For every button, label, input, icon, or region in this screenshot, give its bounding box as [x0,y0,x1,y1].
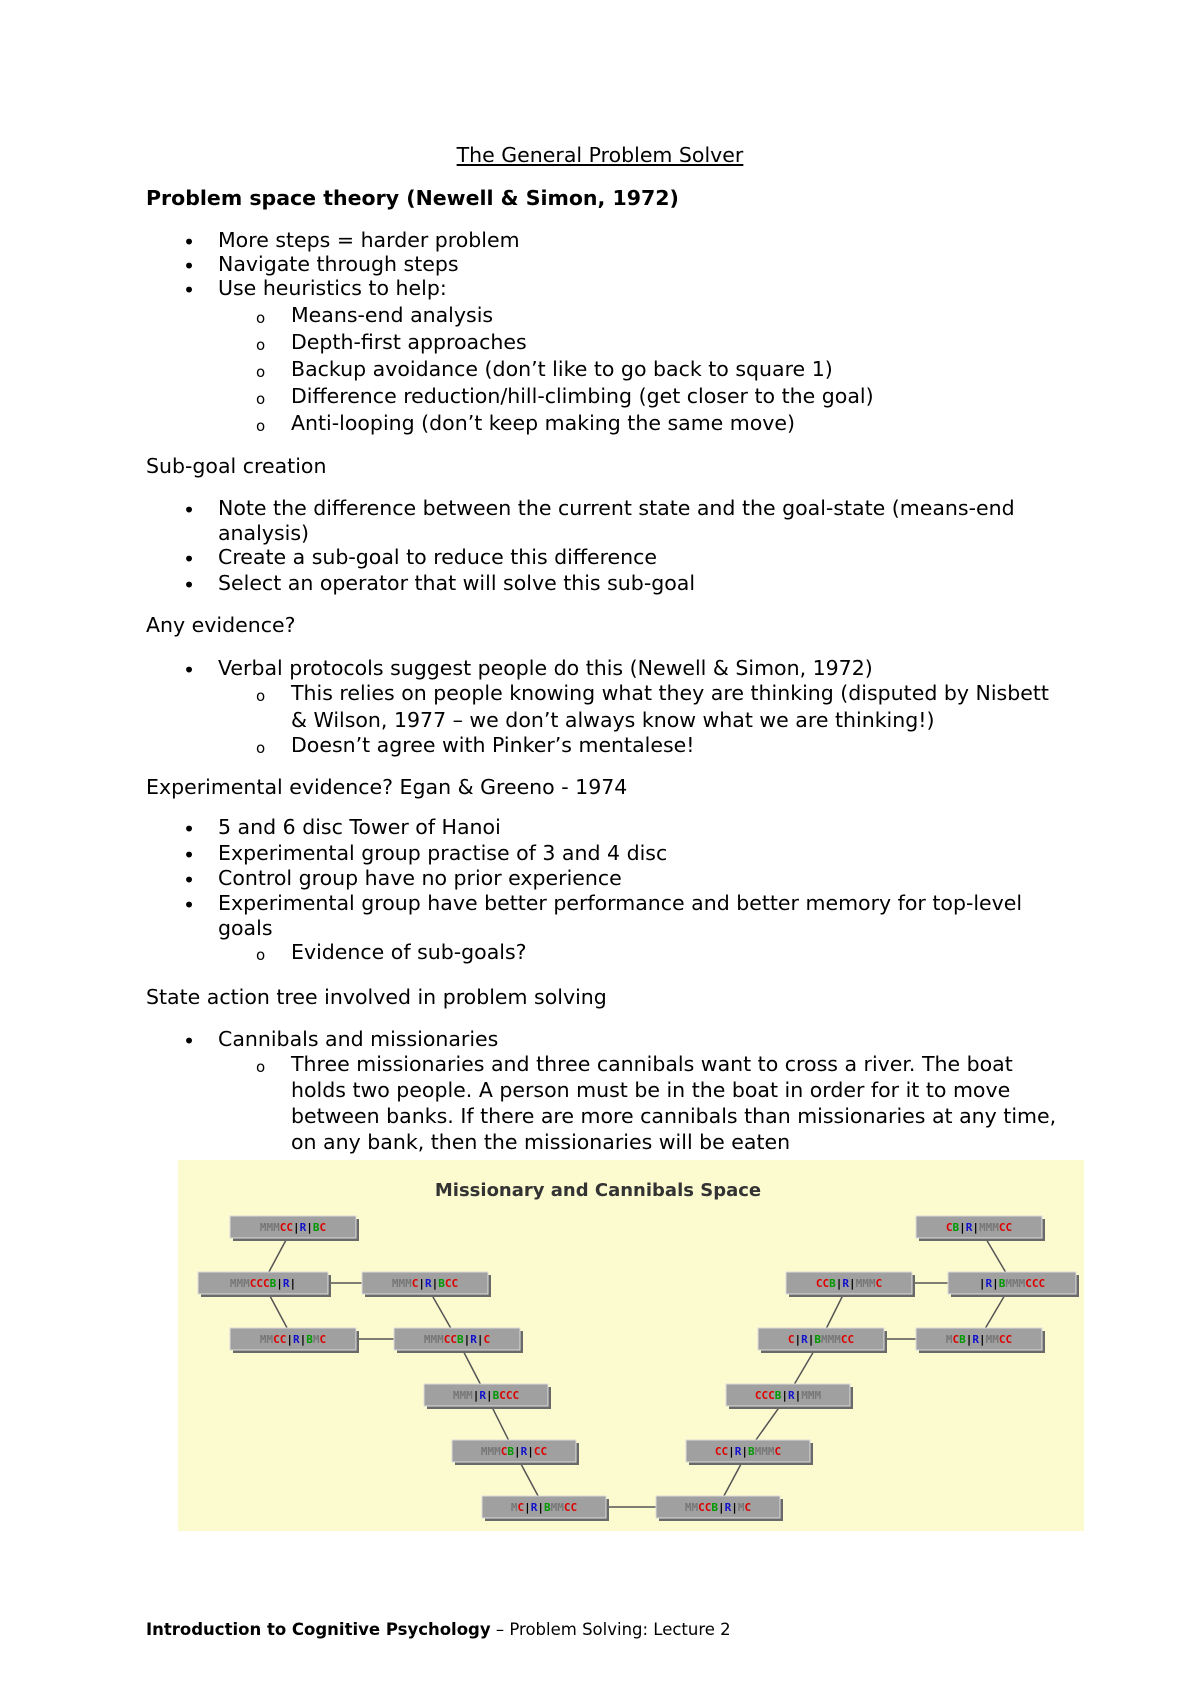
bullet-dot: • [183,278,196,302]
node-label: MMCCB|R|MC [684,1501,752,1514]
sub-list-item-continued: on any bank, then the missionaries will be eaten [291,1130,791,1154]
sub-bullet-marker: o [256,417,266,435]
state-node [916,1216,1045,1241]
state-space-graph [178,1160,1084,1531]
list-item: Select an operator that will solve this sub-goal [218,571,696,595]
sub-list-item-continued: & Wilson, 1977 – we don’t always know what we are thinking!) [291,708,935,732]
bullet-dot: • [183,817,196,841]
footer-course: Introduction to Cognitive Psychology [146,1620,491,1639]
section-heading-subgoal: Sub-goal creation [146,454,327,478]
list-item-continued: goals [218,916,273,940]
missionary-cannibal-diagram [178,1160,1084,1531]
list-item: Note the difference between the current state and the goal-state (means-end [218,496,1015,520]
bullet-dot: • [183,573,196,597]
node-label: C|R|BMMMCC [787,1333,855,1346]
sub-list-item: Evidence of sub-goals? [291,940,527,964]
sub-list-item: Depth-first approaches [291,330,527,354]
sub-bullet-marker: o [256,309,266,327]
sub-list-item: Anti-looping (don’t keep making the same move) [291,411,796,435]
sub-list-item: This relies on people knowing what they are thinking (disputed by Nisbett [291,681,1049,705]
bullet-dot: • [183,1029,196,1053]
section-heading-evidence: Any evidence? [146,613,296,637]
node-label: MMMCCB|R|C [423,1333,491,1346]
bullet-dot: • [183,254,196,278]
state-node [452,1440,579,1465]
state-node [726,1384,853,1409]
state-node [394,1328,523,1353]
state-node [758,1328,887,1353]
list-item: Control group have no prior experience [218,866,622,890]
state-node [916,1328,1045,1353]
node-label: MMCC|R|BMC [259,1333,327,1346]
state-node [948,1272,1079,1297]
node-label: MMMCC|R|BC [259,1221,327,1234]
sub-bullet-marker: o [256,363,266,381]
sub-list-item: Backup avoidance (don’t like to go back to square 1) [291,357,833,381]
sub-list-item: Three missionaries and three cannibals want to cross a river. The boat [291,1052,1013,1076]
page-footer [146,1620,731,1639]
node-label: MMM|R|BCCC [452,1389,520,1402]
list-item: Use heuristics to help: [218,276,447,300]
state-node [482,1496,609,1521]
list-item: 5 and 6 disc Tower of Hanoi [218,815,501,839]
node-label: CC|R|BMMMC [714,1445,782,1458]
list-item: Create a sub-goal to reduce this difference [218,545,658,569]
list-item: Navigate through steps [218,252,459,276]
node-label: MC|R|BMMCC [510,1501,578,1514]
bullet-dot: • [183,868,196,892]
state-node [786,1272,915,1297]
footer-lecture: – Problem Solving: Lecture 2 [490,1620,731,1639]
state-node [686,1440,813,1465]
node-label: CCB|R|MMMC [815,1277,883,1290]
diagram-title: Missionary and Cannibals Space [434,1180,762,1201]
bullet-dot: • [183,843,196,867]
node-label: |R|BMMMCCC [978,1277,1046,1290]
state-node [656,1496,783,1521]
sub-bullet-marker: o [256,336,266,354]
node-label: MCB|R|MMCC [945,1333,1013,1346]
node-label: MMMCCCB|R| [229,1277,297,1290]
bullet-dot: • [183,230,196,254]
sub-list-item: Doesn’t agree with Pinker’s mentalese! [291,733,695,757]
list-item: More steps = harder problem [218,228,520,252]
sub-bullet-marker: o [256,946,266,964]
list-item: Verbal protocols suggest people do this (Newell & Simon, 1972) [218,656,873,680]
node-label: CCCB|R|MMM [754,1389,822,1402]
state-node [424,1384,551,1409]
bullet-dot: • [183,658,196,682]
node-label: MMMC|R|BCC [391,1277,459,1290]
node-label: CB|R|MMMCC [945,1221,1013,1234]
list-item-continued: analysis) [218,521,309,545]
state-node [198,1272,331,1297]
sub-bullet-marker: o [256,390,266,408]
bullet-dot: • [183,893,196,917]
sub-list-item-continued: between banks. If there are more cannibals than missionaries at any time, [291,1104,1057,1128]
sub-bullet-marker: o [256,739,266,757]
sub-list-item: Means-end analysis [291,303,494,327]
sub-list-item: Difference reduction/hill-climbing (get closer to the goal) [291,384,874,408]
bullet-dot: • [183,547,196,571]
sub-list-item-continued: holds two people. A person must be in the boat in order for it to move [291,1078,1011,1102]
node-label: MMMCB|R|CC [480,1445,548,1458]
state-node [362,1272,491,1297]
page-title: The General Problem Solver [456,143,744,167]
bullet-dot: • [183,498,196,522]
section-heading-state-action: State action tree involved in problem solving [146,985,607,1009]
sub-bullet-marker: o [256,687,266,705]
section-heading-experimental: Experimental evidence? Egan & Greeno - 1974 [146,775,628,799]
sub-bullet-marker: o [256,1058,266,1076]
list-item: Experimental group have better performance and better memory for top-level [218,891,1023,915]
list-item: Experimental group practise of 3 and 4 disc [218,841,668,865]
list-item: Cannibals and missionaries [218,1027,499,1051]
state-node [230,1328,359,1353]
section-heading-problem-space: Problem space theory (Newell & Simon, 1972) [146,186,679,210]
state-node [230,1216,359,1241]
